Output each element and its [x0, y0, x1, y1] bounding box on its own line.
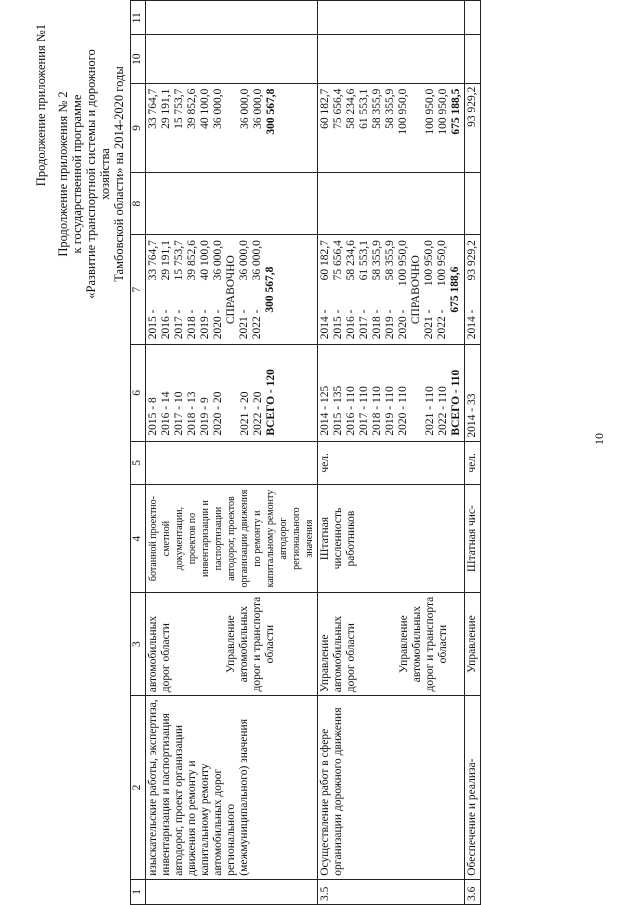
amount: 75 656,4	[332, 88, 344, 129]
amount: 100 950,0	[397, 240, 409, 287]
plan-value: 2017 - 110	[358, 386, 370, 436]
plan-value: 2018 - 13	[186, 391, 198, 436]
total-amount: 300 567,8	[264, 266, 276, 313]
amount: 61 553,1	[358, 240, 370, 281]
amount: 100 950,0	[437, 88, 449, 135]
amount: 100 950,0	[424, 88, 436, 135]
year-label: 2022 -	[251, 309, 263, 340]
amount: 58 355,9	[384, 240, 396, 281]
amount: 58 355,9	[384, 88, 396, 129]
total-amount: 300 567,8	[265, 88, 277, 135]
plan-cell	[146, 345, 318, 441]
page-number: 10	[592, 433, 606, 445]
plan-value: 2020 - 110	[397, 386, 409, 436]
amount: 36 000,0	[252, 88, 264, 129]
column-number: 7	[131, 235, 146, 345]
amount: 58 234,6	[345, 88, 357, 129]
executor-cell	[318, 592, 465, 695]
column-number: 10	[131, 35, 146, 83]
year-label: 2015 -	[147, 309, 159, 340]
amount: 33 764,7	[147, 88, 159, 129]
amount: 60 182,7	[319, 88, 331, 129]
column-number-row	[131, 1, 146, 905]
amount: 36 000,0	[212, 88, 224, 129]
amount: 36 000,0	[212, 240, 224, 281]
total-label: ВСЕГО - 120	[265, 369, 277, 436]
amount: 60 182,7	[319, 240, 331, 281]
year-value-cell	[318, 235, 465, 345]
amount: 36 000,0	[239, 88, 251, 129]
amount: 58 355,9	[371, 88, 383, 129]
column-number: 8	[131, 173, 146, 235]
plan-value: 2020 - 20	[212, 391, 224, 436]
header-line: «Развитие транспортной системы и дорожного хозяйства	[84, 49, 112, 299]
row-number: 3.5	[318, 879, 465, 904]
amount: 29 191,1	[160, 88, 172, 129]
table-row	[146, 1, 318, 905]
program-table	[130, 0, 481, 905]
year-label: 2014 -	[319, 309, 331, 340]
year-value-cell	[465, 235, 481, 345]
header-line: Продолжение приложения № 2	[56, 91, 70, 257]
unit: чел.	[318, 441, 465, 485]
plan-value: 2014 - 33	[465, 345, 481, 441]
executor-text: Управление автомобильных дорог и транспорта области	[225, 596, 276, 692]
header-line: к государственной программе	[70, 94, 84, 254]
amount: 40 100,0	[199, 88, 211, 129]
amount: 75 656,4	[332, 240, 344, 281]
unit: чел.	[465, 441, 481, 485]
plan-value: 2016 - 14	[160, 391, 172, 436]
amount: 36 000,0	[251, 240, 263, 281]
column-number: 3	[131, 592, 146, 695]
executor-text: Управление автомобильных дорог области	[319, 615, 357, 693]
column-number: 9	[131, 83, 146, 172]
plan-value: 2022 - 20	[252, 391, 264, 436]
indicator-name: ботанной проектно-сметной документации, проектов по инвентаризации и паспортизации автодорог, проектов организации движения по ремонту и капитальному ремонту автодорог регионального значения	[146, 485, 318, 593]
column-number: 5	[131, 441, 146, 485]
amount: 100 950,0	[423, 240, 435, 287]
plan-value: 2014 - 125	[319, 385, 331, 436]
year-label: 2021 -	[238, 309, 250, 340]
plan-value: 2015 - 135	[332, 385, 344, 436]
year-label: 2015 -	[332, 309, 344, 340]
plan-value: 2019 - 9	[199, 397, 211, 436]
plan-value: 2019 - 110	[384, 386, 396, 436]
column-number: 11	[131, 1, 146, 36]
amount: 15 753,7	[173, 88, 185, 129]
year-label: 2021 -	[423, 309, 435, 340]
year-label: 2017 -	[358, 309, 370, 340]
total-amount: 675 188,5	[450, 88, 462, 135]
year-label: 2022 -	[436, 309, 448, 340]
plan-value: 2018 - 110	[371, 386, 383, 436]
spravochno-label: СПРАВОЧНО	[410, 255, 422, 325]
plan-cell	[318, 345, 465, 441]
column-number: 2	[131, 696, 146, 880]
amount: 100 950,0	[397, 88, 409, 135]
table-row	[318, 1, 465, 905]
amount: 39 852,6	[186, 88, 198, 129]
year-label: 2016 -	[345, 309, 357, 340]
amount: 33 764,7	[147, 240, 159, 281]
amount: 93 929,2	[465, 83, 481, 172]
indicator-name: Штатная чис-	[465, 485, 481, 593]
plan-value: 2021 - 110	[424, 386, 436, 436]
row-number: 3.6	[465, 879, 481, 904]
year-value-cell	[146, 235, 318, 345]
year-label: 2019 -	[199, 309, 211, 340]
year-label: 2014 -	[466, 309, 478, 340]
year-label: 2018 -	[371, 309, 383, 340]
indicator-name: Штатная численность работников	[318, 485, 465, 593]
executor-text: Управление автомобильных дорог и транспорта области	[398, 596, 449, 692]
amount: 39 852,6	[186, 240, 198, 281]
amount: 29 191,1	[160, 240, 172, 281]
year-label: 2016 -	[160, 309, 172, 340]
year-label: 2017 -	[173, 309, 185, 340]
measure-name: изыскательские работы, экспертиза, инвентаризация и паспортизация автодорог, проект организации движения по ремонту и капитальному ремонту автомобильных дорог регионального (межмуниципального) значения	[146, 696, 318, 880]
plan-value: 2021 - 20	[239, 391, 251, 436]
amount: 58 355,9	[371, 240, 383, 281]
year-label: 2018 -	[186, 309, 198, 340]
amount: 61 553,1	[358, 88, 370, 129]
year-label: 2019 -	[384, 309, 396, 340]
header-block	[56, 24, 126, 324]
plan-value: 2017 - 10	[173, 391, 185, 436]
column-number: 6	[131, 345, 146, 441]
year-label: 2020 -	[212, 309, 224, 340]
total-amount: 675 188,6	[449, 266, 461, 313]
amount: 100 950,0	[436, 240, 448, 287]
header-line: Тамбовской области» на 2014-2020 годы	[112, 66, 126, 282]
amount: 40 100,0	[199, 240, 211, 281]
amount: 36 000,0	[238, 240, 250, 281]
table-row	[465, 1, 481, 905]
amount: 93 929,2	[466, 240, 478, 281]
total-label: ВСЕГО - 110	[450, 369, 462, 436]
amount: 58 234,6	[345, 240, 357, 281]
amount: 15 753,7	[173, 240, 185, 281]
col9-cell	[318, 83, 465, 172]
column-number: 1	[131, 879, 146, 904]
measure-name: Обеспечение и реализа-	[465, 696, 481, 880]
col9-cell	[146, 83, 318, 172]
plan-value: 2015 - 8	[147, 397, 159, 436]
executor-text: Управление	[465, 592, 481, 695]
measure-name: Осуществление работ в сфере организации дорожного движения	[318, 696, 465, 880]
header-continuation-1: Продолжение приложения №1	[34, 24, 48, 187]
year-label: 2020 -	[397, 309, 409, 340]
executor-text: автомобильных дорог области	[147, 615, 172, 693]
plan-value: 2016 - 110	[345, 386, 357, 436]
executor-cell	[146, 592, 318, 695]
spravochno-label: СПРАВОЧНО	[225, 255, 237, 325]
column-number: 4	[131, 485, 146, 593]
plan-value: 2022 - 110	[437, 386, 449, 436]
